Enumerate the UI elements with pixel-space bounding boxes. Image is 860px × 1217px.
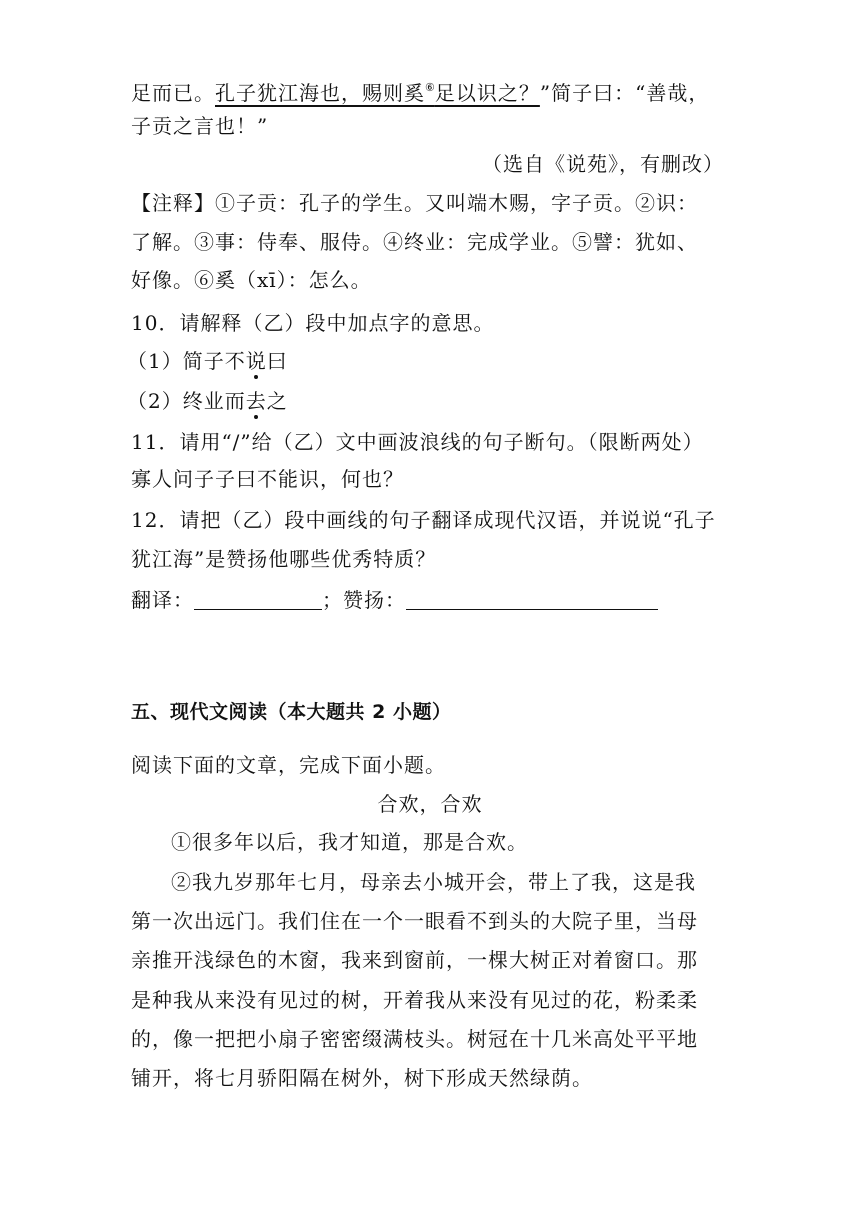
praise-label: ；赞扬： — [322, 588, 406, 612]
question-11-stem: 11．请用“/”给（乙）文中画波浪线的句子断句。（限断两处） — [131, 430, 704, 454]
notes-line-2: 了解。③事：侍奉、服侍。④终业：完成学业。⑤譬：犹如、 — [131, 230, 698, 254]
notes-line-1: 【注释】①子贡：孔子的学生。又叫端木赐，字子贡。②识： — [131, 191, 698, 215]
passage-source: （选自《说苑》，有删改） — [482, 152, 724, 176]
passage-text: ”简子曰：“善哉， — [539, 81, 710, 105]
question-11-sentence: 寡人问子子曰不能识，何也？ — [131, 467, 404, 491]
paragraph-2-line: 是种我从来没有见过的树，开着我从来没有见过的花，粉柔柔 — [131, 988, 698, 1012]
question-12-line-1: 12．请把（乙）段中画线的句子翻译成现代汉语，并说说“孔子 — [131, 508, 716, 532]
passage-line-1 — [131, 76, 709, 105]
question-12-line-2: 犹江海”是赞扬他哪些优秀特质？ — [131, 547, 437, 571]
answer-line — [131, 588, 658, 612]
question-10-item-1: （1）简子不说曰 — [127, 349, 288, 373]
translate-label: 翻译： — [131, 588, 194, 612]
paragraph-2-line: 的，像一把把小扇子密密缀满枝头。树冠在十几米高处平平地 — [131, 1027, 698, 1051]
paragraph-1: ①很多年以后，我才知道，那是合欢。 — [171, 830, 528, 854]
question-10-item-2: （2）终业而去之 — [127, 389, 288, 413]
paragraph-2-line: 亲推开浅绿色的木窗，我来到窗前，一棵大树正对着窗口。那 — [131, 948, 698, 972]
paragraph-2-line: 铺开，将七月骄阳隔在树外，树下形成天然绿荫。 — [131, 1066, 593, 1090]
reading-instruction: 阅读下面的文章，完成下面小题。 — [131, 753, 446, 777]
passage-text: 足而已。 — [131, 81, 215, 105]
passage-line-2: 子贡之言也！” — [131, 114, 269, 138]
note-mark: ⑥ — [425, 81, 435, 94]
paragraph-2-line: 第一次出远门。我们住在一个一眼看不到头的大院子里，当母 — [131, 909, 698, 933]
section-heading: 五、现代文阅读（本大题共 2 小题） — [131, 701, 452, 723]
question-10-stem: 10．请解释（乙）段中加点字的意思。 — [131, 311, 495, 335]
dotted-char: 去 — [245, 389, 267, 413]
article-title: 合欢，合欢 — [377, 792, 483, 816]
paragraph-2-line: ②我九岁那年七月，母亲去小城开会，带上了我，这是我 — [171, 870, 696, 894]
underlined-sentence: 孔子犹江海也，赐则奚⑥足以识之？ — [215, 81, 540, 105]
praise-answer-blank[interactable] — [406, 589, 658, 610]
translate-answer-blank[interactable] — [194, 589, 322, 610]
notes-line-3: 好像。⑥奚（xī）：怎么。 — [131, 268, 372, 292]
dotted-char: 说 — [245, 349, 267, 373]
